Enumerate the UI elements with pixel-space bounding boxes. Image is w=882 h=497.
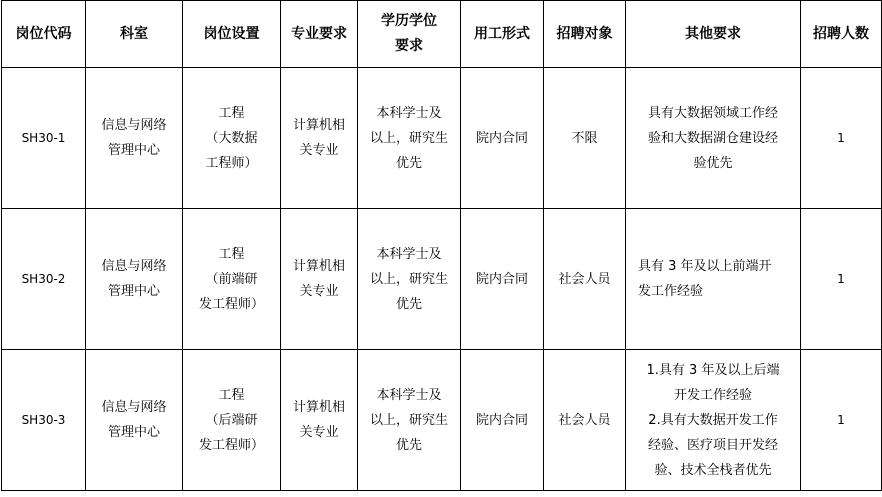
header-position-setting: 岗位设置 [183,1,281,68]
cell-education-requirement: 本科学士及 以上，研究生 优先 [358,209,461,350]
table-row [2,209,882,350]
cell-headcount: 1 [801,68,882,209]
cell-other-requirements: 具有大数据领域工作经 验和大数据湖仓建设经 验优先 [626,68,801,209]
cell-headcount: 1 [801,209,882,350]
cell-position-setting: 工程 （后端研 发工程师） [183,350,281,491]
cell-position-setting: 工程 （大数据 工程师） [183,68,281,209]
header-other-requirements: 其他要求 [626,1,801,68]
cell-position-code: SH30-3 [2,350,86,491]
cell-department: 信息与网络 管理中心 [86,350,183,491]
table-row [2,68,882,209]
header-position-code: 岗位代码 [2,1,86,68]
header-education-requirement: 学历学位要求 [358,1,461,68]
cell-employment-type: 院内合同 [461,68,544,209]
cell-recruitment-target: 社会人员 [544,209,626,350]
recruitment-table [1,0,882,491]
cell-headcount: 1 [801,350,882,491]
cell-recruitment-target: 不限 [544,68,626,209]
cell-position-setting: 工程 （前端研 发工程师） [183,209,281,350]
cell-education-requirement: 本科学士及 以上，研究生 优先 [358,350,461,491]
table-row [2,350,882,491]
header-department: 科室 [86,1,183,68]
cell-other-requirements: 1.具有 3 年及以上后端 开发工作经验 2.具有大数据开发工作 经验、医疗项目开发经 验、技术全栈者优先 [626,350,801,491]
cell-employment-type: 院内合同 [461,209,544,350]
header-major-requirement: 专业要求 [281,1,358,68]
cell-employment-type: 院内合同 [461,350,544,491]
cell-recruitment-target: 社会人员 [544,350,626,491]
cell-position-code: SH30-1 [2,68,86,209]
header-employment-type: 用工形式 [461,1,544,68]
header-recruitment-target: 招聘对象 [544,1,626,68]
cell-major-requirement: 计算机相 关专业 [281,350,358,491]
cell-position-code: SH30-2 [2,209,86,350]
cell-major-requirement: 计算机相 关专业 [281,209,358,350]
cell-other-requirements: 具有 3 年及以上前端开 发工作经验 [626,209,801,350]
header-row [2,1,882,68]
cell-education-requirement: 本科学士及 以上，研究生 优先 [358,68,461,209]
cell-department: 信息与网络 管理中心 [86,68,183,209]
cell-department: 信息与网络 管理中心 [86,209,183,350]
cell-major-requirement: 计算机相 关专业 [281,68,358,209]
header-headcount: 招聘人数 [801,1,882,68]
